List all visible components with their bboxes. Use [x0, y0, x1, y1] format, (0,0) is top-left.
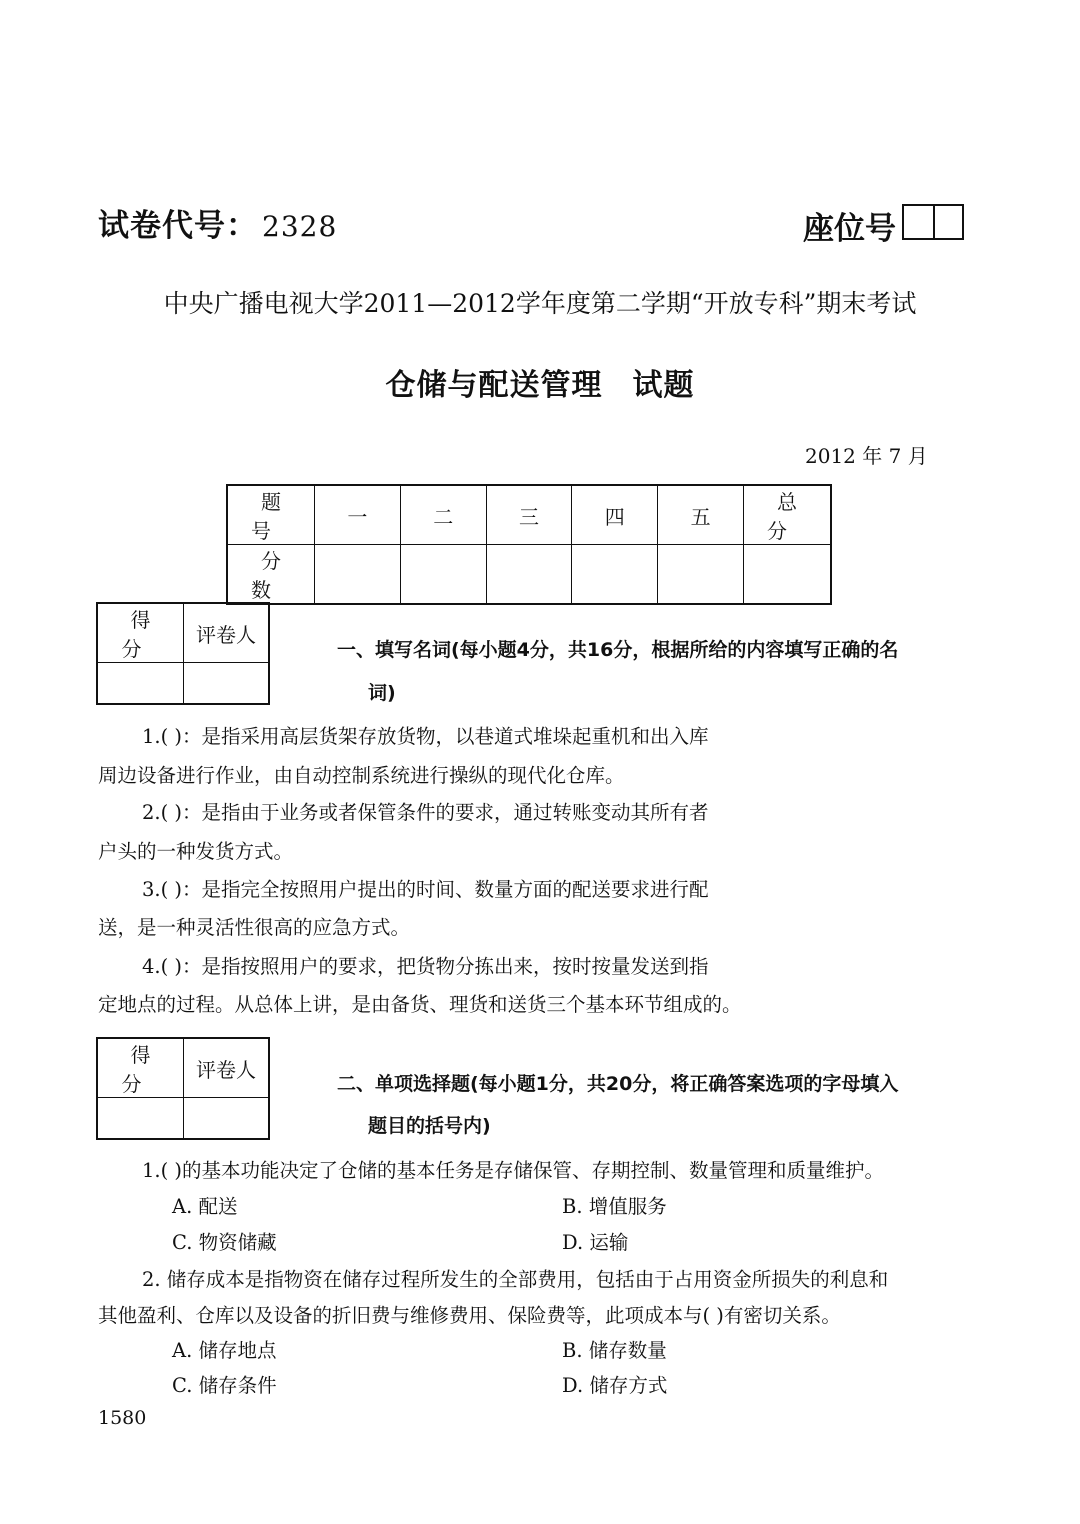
s1-q3-line1: 3.( )：是指完全按照用户提出的时间、数量方面的配送要求进行配	[142, 878, 709, 901]
score-table	[226, 484, 832, 605]
score-cell	[572, 545, 658, 605]
section2-heading-cont: 题目的括号内)	[368, 1115, 491, 1137]
s2-q2-option-b: B. 储存数量	[562, 1339, 667, 1362]
score-table-header-cell: 题号	[227, 485, 315, 545]
page-title	[0, 360, 1080, 404]
score-table-header-cell: 四	[572, 485, 658, 545]
exam-code	[98, 200, 337, 245]
course-name: 仓储与配送管理	[385, 368, 603, 403]
section2-heading: 二、单项选择题(每小题1分，共20分，将正确答案选项的字母填入	[337, 1073, 899, 1095]
s2-q1-option-b: B. 增值服务	[562, 1195, 667, 1218]
exam-date: 2012 年 7 月	[805, 444, 928, 468]
s2-q1-option-d: D. 运输	[562, 1231, 629, 1254]
score-table-row-label: 分数	[227, 545, 315, 605]
grader-name-cell	[184, 1098, 269, 1140]
s2-q2-stem-line2: 其他盈利、仓库以及设备的折旧费与维修费用、保险费等，此项成本与( )有密切关系。	[98, 1304, 841, 1327]
score-table-header-row	[227, 485, 831, 545]
score-table-score-row	[227, 545, 831, 605]
s2-q2-stem-line1: 2. 储存成本是指物资在储存过程所发生的全部费用，包括由于占用资金所损失的利息和	[142, 1268, 889, 1291]
score-table-header-cell: 总分	[744, 485, 832, 545]
s2-q1-option-c: C. 物资储藏	[172, 1231, 277, 1254]
score-table-header-cell: 一	[315, 485, 401, 545]
score-table-header-cell: 二	[400, 485, 486, 545]
score-table-header-cell: 三	[486, 485, 572, 545]
s2-q2-option-a: A. 储存地点	[172, 1339, 277, 1362]
s2-q1-stem: 1.( )的基本功能决定了仓储的基本任务是存储保管、存期控制、数量管理和质量维护。	[142, 1159, 885, 1182]
grader-score-label: 得分	[97, 1038, 184, 1098]
page-number: 1580	[98, 1407, 147, 1429]
score-cell	[486, 545, 572, 605]
section1-heading-cont: 词)	[368, 682, 396, 704]
exam-code-label: 试卷代号：	[98, 208, 258, 244]
s1-q2-line1: 2.( )：是指由于业务或者保管条件的要求，通过转账变动其所有者	[142, 801, 709, 824]
score-cell	[658, 545, 744, 605]
score-cell	[400, 545, 486, 605]
score-cell	[315, 545, 401, 605]
s1-q1-line1: 1.( )：是指采用高层货架存放货物，以巷道式堆垛起重机和出入库	[142, 725, 709, 748]
s1-q2-line2: 户头的一种发货方式。	[98, 840, 294, 863]
exam-code-number: 2328	[262, 210, 338, 243]
s1-q1-line2: 周边设备进行作业，由自动控制系统进行操纵的现代化仓库。	[98, 764, 625, 787]
grader-score-cell	[97, 663, 184, 705]
grader-name-cell	[184, 663, 269, 705]
score-cell	[744, 545, 832, 605]
exam-organization-line: 中央广播电视大学2011—2012学年度第二学期“开放专科”期末考试	[163, 289, 917, 318]
grader-box-section1	[96, 602, 270, 705]
title-suffix: 试题	[632, 368, 695, 403]
grader-score-label: 得分	[97, 603, 184, 663]
grader-box-section2	[96, 1037, 270, 1140]
s2-q2-option-c: C. 储存条件	[172, 1374, 277, 1397]
s1-q4-line2: 定地点的过程。从总体上讲，是由备货、理货和送货三个基本环节组成的。	[98, 993, 742, 1016]
seat-number-label: 座位号	[803, 211, 896, 247]
grader-name-label: 评卷人	[184, 603, 269, 663]
score-table-header-cell: 五	[658, 485, 744, 545]
s2-q1-option-a: A. 配送	[172, 1195, 238, 1218]
grader-name-label: 评卷人	[184, 1038, 269, 1098]
grader-score-cell	[97, 1098, 184, 1140]
seat-number-box	[902, 204, 964, 240]
s1-q4-line1: 4.( )：是指按照用户的要求，把货物分拣出来，按时按量发送到指	[142, 955, 709, 978]
s2-q2-option-d: D. 储存方式	[562, 1374, 668, 1397]
s1-q3-line2: 送，是一种灵活性很高的应急方式。	[98, 916, 411, 939]
section1-heading: 一、填写名词(每小题4分，共16分，根据所给的内容填写正确的名	[337, 639, 899, 661]
